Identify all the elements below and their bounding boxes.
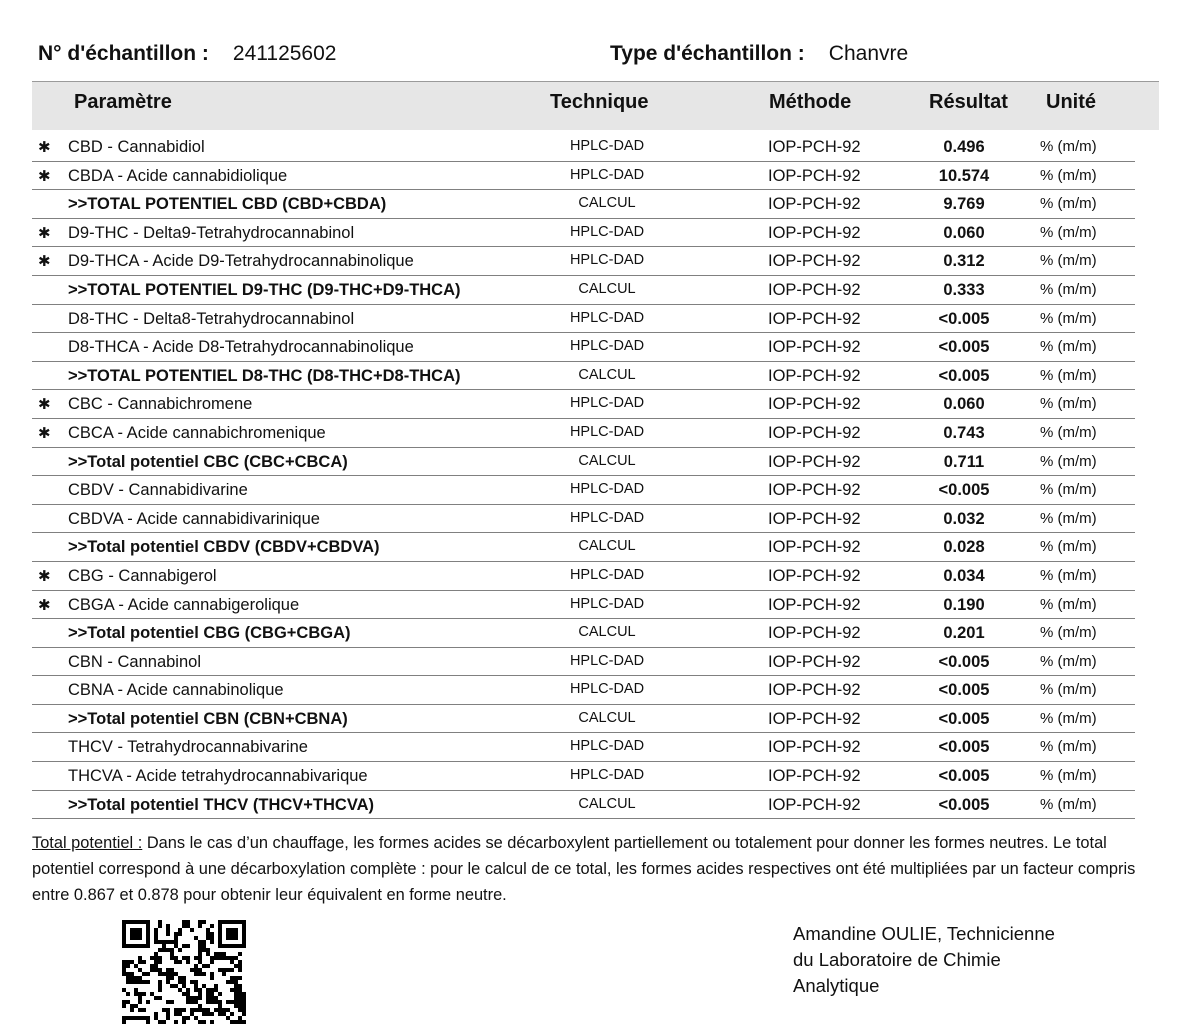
method-cell: IOP-PCH-92 <box>768 709 861 728</box>
total-potential-note <box>32 830 1164 908</box>
technique-cell: HPLC-DAD <box>569 767 645 784</box>
unit-cell: % (m/m) <box>1040 223 1097 241</box>
table-row <box>32 419 1135 448</box>
result-cell: 0.034 <box>943 566 985 585</box>
technique-cell: HPLC-DAD <box>569 681 645 698</box>
column-header-result: Résultat <box>929 91 1008 113</box>
unit-cell: % (m/m) <box>1040 338 1097 356</box>
technique-cell: HPLC-DAD <box>569 252 645 269</box>
note-label: Total potentiel : <box>32 834 143 852</box>
results-table-body <box>32 133 1135 819</box>
table-row <box>32 305 1135 334</box>
sample-number-label: N° d'échantillon : <box>38 42 209 65</box>
technique-cell: HPLC-DAD <box>569 738 645 755</box>
technique-cell: CALCUL <box>578 709 636 726</box>
result-cell: 0.060 <box>943 395 985 414</box>
technique-cell: HPLC-DAD <box>569 338 645 355</box>
technique-cell: HPLC-DAD <box>569 652 645 669</box>
unit-cell: % (m/m) <box>1040 709 1097 727</box>
table-row <box>32 648 1135 677</box>
parameter-cell: CBN - Cannabinol <box>68 652 201 671</box>
accredited-star-icon: ✱ <box>38 167 51 185</box>
result-cell: 9.769 <box>943 195 985 214</box>
result-cell: 0.032 <box>943 509 985 528</box>
parameter-cell: CBNA - Acide cannabinolique <box>68 681 284 700</box>
result-cell: <0.005 <box>938 366 990 385</box>
result-cell: <0.005 <box>938 338 990 357</box>
technique-cell: HPLC-DAD <box>569 138 645 154</box>
technique-cell: HPLC-DAD <box>569 481 645 498</box>
method-cell: IOP-PCH-92 <box>768 423 861 442</box>
result-cell: <0.005 <box>938 738 990 757</box>
table-row <box>32 247 1135 276</box>
unit-cell: % (m/m) <box>1040 252 1097 270</box>
parameter-cell: >>Total potentiel CBDV (CBDV+CBDVA) <box>68 538 380 557</box>
result-cell: 0.201 <box>943 624 985 643</box>
table-row <box>32 762 1135 791</box>
sample-number <box>38 38 336 70</box>
technique-cell: HPLC-DAD <box>569 223 645 240</box>
method-cell: IOP-PCH-92 <box>768 223 861 242</box>
table-row <box>32 476 1135 505</box>
note-text: Dans le cas d’un chauffage, les formes acides se décarboxylent partiellement ou totalement pour donner les formes neutres. Le total potentiel correspond à une décarboxylation complète : pour le calcul de ce total, les formes acides respectives ont été multipliées par un facteur compris entre 0.867 et 0.878 pour obtenir leur équivalent en forme neutre. <box>32 834 1136 904</box>
table-row <box>32 591 1135 620</box>
method-cell: IOP-PCH-92 <box>768 338 861 357</box>
column-header-unit: Unité <box>1046 91 1096 113</box>
parameter-cell: D8-THC - Delta8-Tetrahydrocannabinol <box>68 309 355 328</box>
accredited-star-icon: ✱ <box>38 396 51 414</box>
method-cell: IOP-PCH-92 <box>768 509 861 528</box>
unit-cell: % (m/m) <box>1040 423 1097 441</box>
unit-cell: % (m/m) <box>1040 395 1097 413</box>
parameter-cell: CBGA - Acide cannabigerolique <box>68 595 300 614</box>
result-cell: 0.312 <box>943 252 985 271</box>
technique-cell: HPLC-DAD <box>569 309 645 326</box>
table-row <box>32 533 1135 562</box>
technique-cell: CALCUL <box>578 366 636 383</box>
parameter-cell: >>TOTAL POTENTIEL D9-THC (D9-THC+D9-THCA) <box>68 280 461 299</box>
result-cell: <0.005 <box>938 767 990 786</box>
result-cell: 0.060 <box>943 223 985 242</box>
technique-cell: CALCUL <box>578 280 636 297</box>
method-cell: IOP-PCH-92 <box>768 795 861 814</box>
signature-line-3: Analytique <box>793 975 880 996</box>
result-cell: 0.028 <box>943 538 985 557</box>
method-cell: IOP-PCH-92 <box>768 624 861 643</box>
table-row <box>32 333 1135 362</box>
column-header-technique: Technique <box>550 91 649 113</box>
parameter-cell: >>Total potentiel CBC (CBC+CBCA) <box>68 452 348 471</box>
technique-cell: CALCUL <box>578 795 636 812</box>
parameter-cell: THCVA - Acide tetrahydrocannabivarique <box>68 767 368 786</box>
parameter-cell: >>Total potentiel CBN (CBN+CBNA) <box>68 709 348 728</box>
parameter-cell: >>Total potentiel THCV (THCV+THCVA) <box>68 795 375 814</box>
parameter-cell: D8-THCA - Acide D8-Tetrahydrocannabinolique <box>68 338 414 357</box>
accredited-star-icon: ✱ <box>38 139 51 156</box>
table-row <box>32 362 1135 391</box>
unit-cell: % (m/m) <box>1040 538 1097 556</box>
accredited-star-icon: ✱ <box>38 224 51 242</box>
unit-cell: % (m/m) <box>1040 280 1097 298</box>
table-row <box>32 219 1135 248</box>
result-cell: 0.333 <box>943 280 985 299</box>
parameter-cell: CBCA - Acide cannabichromenique <box>68 423 326 442</box>
unit-cell: % (m/m) <box>1040 738 1097 756</box>
method-cell: IOP-PCH-92 <box>768 252 861 271</box>
result-cell: <0.005 <box>938 681 990 700</box>
table-row <box>32 676 1135 705</box>
method-cell: IOP-PCH-92 <box>768 309 861 328</box>
technique-cell: CALCUL <box>578 452 636 469</box>
unit-cell: % (m/m) <box>1040 681 1097 699</box>
table-row <box>32 733 1135 762</box>
parameter-cell: D9-THC - Delta9-Tetrahydrocannabinol <box>68 223 355 242</box>
parameter-cell: CBC - Cannabichromene <box>68 395 253 414</box>
signature-line-1: Amandine OULIE, Technicienne <box>793 923 1055 944</box>
table-row <box>32 505 1135 534</box>
table-row <box>32 162 1135 191</box>
parameter-cell: D9-THCA - Acide D9-Tetrahydrocannabinolique <box>68 252 414 271</box>
accredited-star-icon: ✱ <box>38 253 51 271</box>
method-cell: IOP-PCH-92 <box>768 738 861 757</box>
column-header-method: Méthode <box>769 91 852 113</box>
method-cell: IOP-PCH-92 <box>768 481 861 500</box>
table-row <box>32 791 1135 820</box>
parameter-cell: >>TOTAL POTENTIEL D8-THC (D8-THC+D8-THCA) <box>68 366 461 385</box>
method-cell: IOP-PCH-92 <box>768 681 861 700</box>
parameter-cell: CBG - Cannabigerol <box>68 566 217 585</box>
unit-cell: % (m/m) <box>1040 481 1097 499</box>
table-row <box>32 619 1135 648</box>
technique-cell: HPLC-DAD <box>569 423 645 440</box>
method-cell: IOP-PCH-92 <box>768 138 861 156</box>
technique-cell: HPLC-DAD <box>569 595 645 612</box>
result-cell: 0.743 <box>943 423 985 442</box>
unit-cell: % (m/m) <box>1040 509 1097 527</box>
accredited-star-icon: ✱ <box>38 424 51 442</box>
method-cell: IOP-PCH-92 <box>768 166 861 185</box>
sample-number-value: 241125602 <box>232 42 337 65</box>
parameter-cell: CBD - Cannabidiol <box>68 138 205 156</box>
result-cell: <0.005 <box>938 309 990 328</box>
column-header-parameter: Paramètre <box>74 91 172 113</box>
technique-cell: HPLC-DAD <box>569 509 645 526</box>
parameter-cell: CBDA - Acide cannabidiolique <box>68 166 288 185</box>
method-cell: IOP-PCH-92 <box>768 195 861 214</box>
unit-cell: % (m/m) <box>1040 595 1097 613</box>
accredited-star-icon: ✱ <box>38 567 51 585</box>
table-row <box>32 390 1135 419</box>
method-cell: IOP-PCH-92 <box>768 652 861 671</box>
table-row <box>32 448 1135 477</box>
parameter-cell: >>TOTAL POTENTIEL CBD (CBD+CBDA) <box>68 195 387 214</box>
result-cell: <0.005 <box>938 652 990 671</box>
method-cell: IOP-PCH-92 <box>768 566 861 585</box>
unit-cell: % (m/m) <box>1040 366 1097 384</box>
signature-block <box>793 921 1055 999</box>
unit-cell: % (m/m) <box>1040 309 1097 327</box>
method-cell: IOP-PCH-92 <box>768 395 861 414</box>
sample-type-label: Type d'échantillon : <box>610 42 805 65</box>
unit-cell: % (m/m) <box>1040 138 1097 155</box>
technique-cell: HPLC-DAD <box>569 395 645 412</box>
unit-cell: % (m/m) <box>1040 767 1097 785</box>
unit-cell: % (m/m) <box>1040 195 1097 213</box>
technique-cell: HPLC-DAD <box>569 566 645 583</box>
result-cell: 0.496 <box>943 138 985 156</box>
table-row <box>32 190 1135 219</box>
table-row <box>32 133 1135 162</box>
unit-cell: % (m/m) <box>1040 566 1097 584</box>
unit-cell: % (m/m) <box>1040 652 1097 670</box>
result-cell: 0.190 <box>943 595 985 614</box>
result-cell: <0.005 <box>938 795 990 814</box>
parameter-cell: >>Total potentiel CBG (CBG+CBGA) <box>68 624 351 643</box>
technique-cell: CALCUL <box>578 538 636 555</box>
parameter-cell: CBDVA - Acide cannabidivarinique <box>68 509 320 528</box>
parameter-cell: THCV - Tetrahydrocannabivarine <box>68 738 308 757</box>
unit-cell: % (m/m) <box>1040 624 1097 642</box>
method-cell: IOP-PCH-92 <box>768 538 861 557</box>
sample-type-value: Chanvre <box>828 42 909 65</box>
sample-type <box>610 38 908 70</box>
result-cell: 0.711 <box>943 452 985 471</box>
method-cell: IOP-PCH-92 <box>768 452 861 471</box>
accredited-star-icon: ✱ <box>38 596 51 614</box>
result-cell: <0.005 <box>938 709 990 728</box>
method-cell: IOP-PCH-92 <box>768 366 861 385</box>
table-row <box>32 276 1135 305</box>
method-cell: IOP-PCH-92 <box>768 595 861 614</box>
results-table-header <box>32 81 1159 130</box>
technique-cell: CALCUL <box>578 195 636 212</box>
parameter-cell: CBDV - Cannabidivarine <box>68 481 248 500</box>
qr-code-icon <box>122 920 246 1024</box>
result-cell: <0.005 <box>938 481 990 500</box>
unit-cell: % (m/m) <box>1040 166 1097 184</box>
technique-cell: CALCUL <box>578 624 636 641</box>
technique-cell: HPLC-DAD <box>569 166 645 183</box>
method-cell: IOP-PCH-92 <box>768 280 861 299</box>
signature-line-2: du Laboratoire de Chimie <box>793 949 1001 970</box>
method-cell: IOP-PCH-92 <box>768 767 861 786</box>
table-row <box>32 562 1135 591</box>
result-cell: 10.574 <box>938 166 990 185</box>
unit-cell: % (m/m) <box>1040 452 1097 470</box>
table-row <box>32 705 1135 734</box>
unit-cell: % (m/m) <box>1040 795 1097 813</box>
